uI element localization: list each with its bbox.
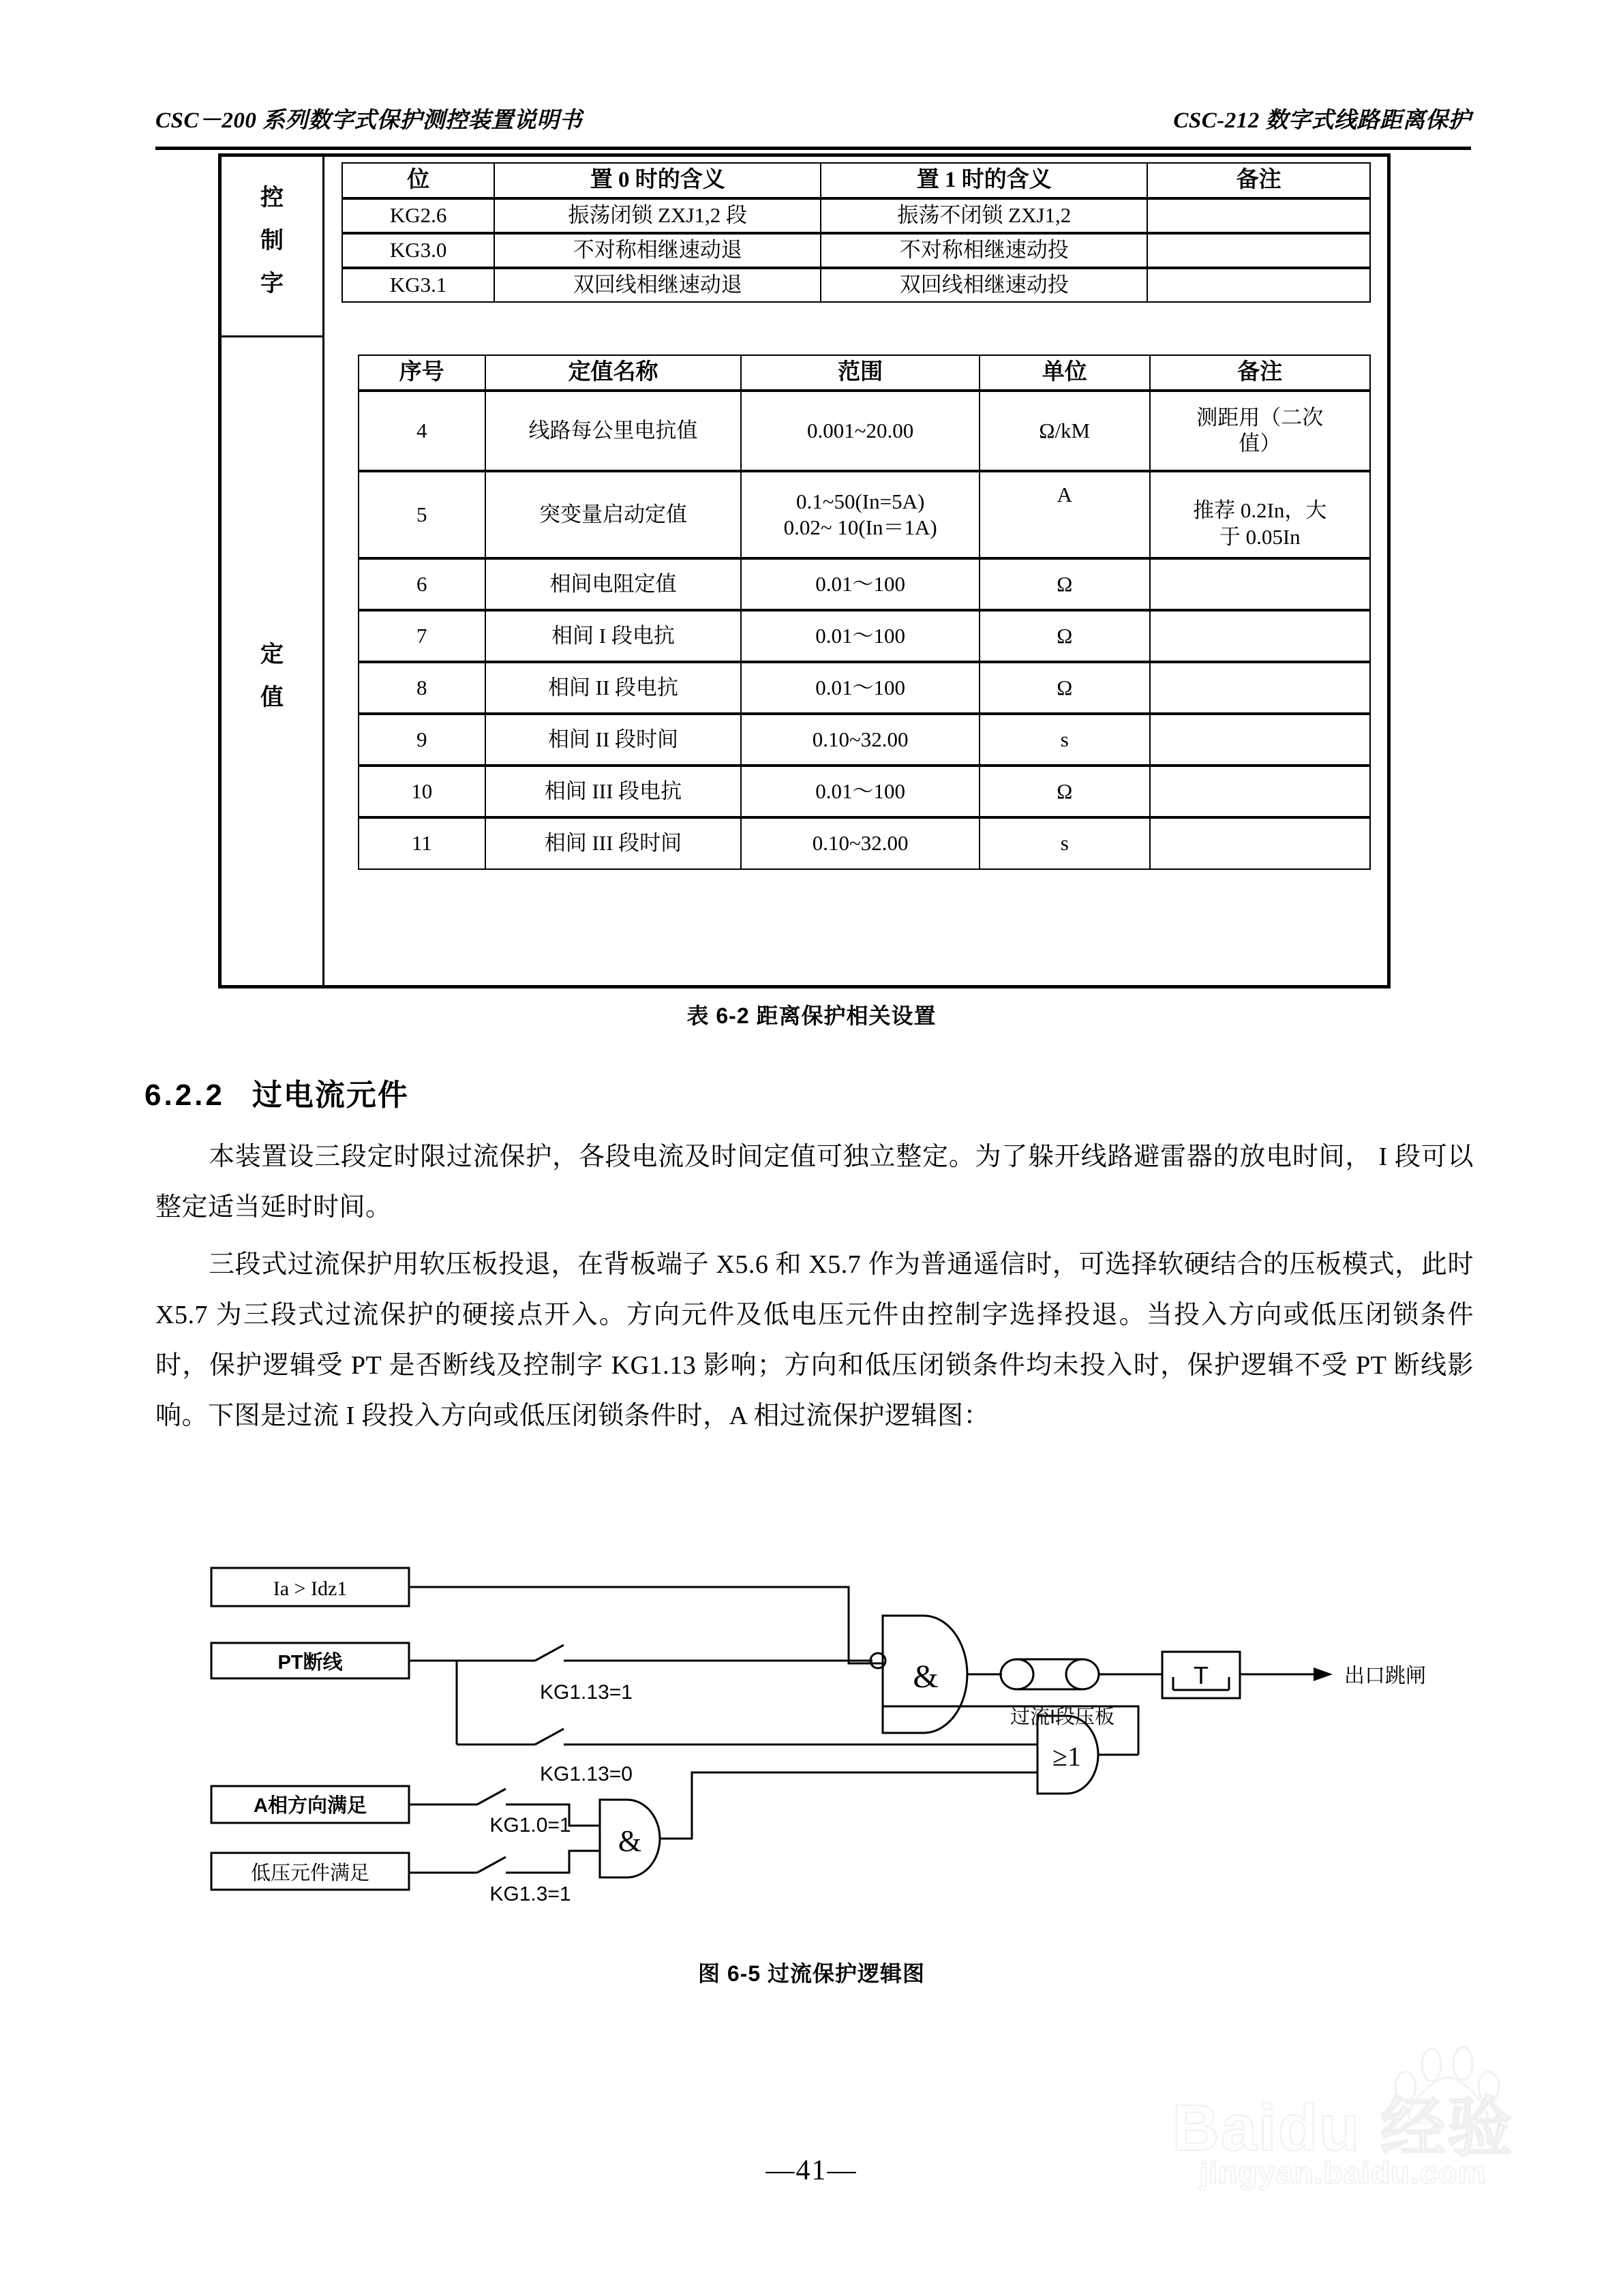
wire-uv-to-and2: [506, 1851, 600, 1873]
wire-ia-to-and: [409, 1587, 883, 1663]
table-row: [359, 662, 1370, 714]
cell-remark: [1150, 471, 1370, 558]
block-ia-label: Ia > Idz1: [273, 1577, 348, 1600]
cell-meaning1: 双回线相继速动投: [821, 268, 1147, 302]
cell-name: 相间 III 段电抗: [485, 766, 742, 817]
output-arrowhead-icon: [1314, 1667, 1333, 1681]
cell-meaning0: 不对称相继速动退: [494, 233, 821, 268]
overcurrent-logic-diagram: [204, 1541, 1431, 1957]
cell-range: 0.01～100: [741, 558, 980, 610]
cell-name: 线路每公里电抗值: [485, 391, 742, 471]
switch-label-kg113-0: KG1.13=0: [540, 1763, 633, 1785]
cell-remark: [1150, 558, 1370, 610]
cell-range: 0.001~20.00: [741, 391, 980, 471]
cell-unit: s: [980, 714, 1150, 766]
table-row: [359, 766, 1370, 817]
remark-line: 测距用（二次: [1196, 405, 1324, 429]
side-label-char: 制: [260, 228, 285, 254]
cell-no: 6: [359, 558, 485, 610]
cell-remark: [1150, 391, 1370, 471]
col-header-bit: 位: [342, 163, 494, 198]
remark-line: 值）: [1239, 432, 1281, 456]
cell-meaning1: 振荡不闭锁 ZXJ1,2: [821, 198, 1147, 233]
paragraph-1: 本装置设三段定时限过流保护，各段电流及时间定值可独立整定。为了躲开线路避雷器的放电时间， I 段可以整定适当延时时间。: [155, 1143, 1474, 1222]
wire-and2-to-or: [660, 1772, 1037, 1839]
cell-no: 10: [359, 766, 485, 817]
cell-range: 0.01～100: [741, 662, 980, 714]
watermark-line-2: jingyan.baidu.com: [1199, 2155, 1487, 2190]
running-header: [155, 102, 1471, 142]
cell-range: 0.10~32.00: [741, 714, 980, 766]
link-label: 过流I段压板: [1010, 1706, 1115, 1728]
frame-horizontal-rule: [222, 335, 322, 337]
cell-range: 0.01～100: [741, 766, 980, 817]
table-header-row: [342, 163, 1370, 198]
range-line: 0.02~ 10(In＝1A): [783, 515, 937, 540]
cell-unit: Ω: [980, 766, 1150, 817]
cell-name: 相间电阻定值: [485, 558, 742, 610]
table-row: [342, 198, 1370, 233]
cell-range: 0.10~32.00: [741, 817, 980, 869]
switch-kg113-0-blade: [535, 1729, 564, 1744]
control-word-table: [342, 162, 1371, 303]
switch-kg13-blade: [477, 1857, 506, 1873]
side-label-char: 控: [260, 185, 285, 211]
cell-no: 7: [359, 610, 485, 662]
cell-meaning0: 振荡闭锁 ZXJ1,2 段: [494, 198, 821, 233]
switch-label-kg10: KG1.0=1: [489, 1814, 571, 1837]
table-row: [359, 558, 1370, 610]
col-header-name: 定值名称: [485, 355, 742, 391]
cell-unit: s: [980, 817, 1150, 869]
block-direction-label: A相方向满足: [254, 1795, 367, 1817]
side-label-char: 字: [260, 271, 285, 297]
cell-no: 11: [359, 817, 485, 869]
cell-remark: [1150, 817, 1370, 869]
switch-kg113-1-blade: [535, 1645, 564, 1661]
cell-unit: Ω: [980, 662, 1150, 714]
cell-name: 相间 I 段电抗: [485, 610, 742, 662]
cell-remark: [1147, 233, 1370, 268]
header-left-title: CSC－200 系列数字式保护测控装置说明书: [155, 108, 583, 133]
timer-label: T: [1194, 1661, 1209, 1689]
col-header-remark: 备注: [1150, 355, 1370, 391]
table-header-row: [359, 355, 1370, 391]
setting-table: [358, 354, 1371, 870]
control-word-side-label: [228, 177, 317, 306]
baidu-paw-icon: [1385, 2042, 1521, 2124]
side-label-char: 值: [260, 684, 285, 710]
col-header-meaning0: 置 0 时的含义: [494, 163, 821, 198]
frame-vertical-rule: [322, 157, 324, 985]
header-rule: [155, 147, 1471, 150]
section-number: 6.2.2: [145, 1078, 225, 1112]
cell-unit: Ω/kM: [980, 391, 1150, 471]
block-undervoltage-label: 低压元件满足: [250, 1862, 370, 1884]
section-heading: [145, 1070, 409, 1114]
table-row: [359, 714, 1370, 766]
cell-remark: [1147, 198, 1370, 233]
switch-label-kg113-1: KG1.13=1: [540, 1681, 633, 1704]
table-row: [342, 268, 1370, 302]
col-header-no: 序号: [359, 355, 485, 391]
side-label-char: 定: [260, 642, 285, 667]
table-row: [359, 391, 1370, 471]
cell-unit: Ω: [980, 558, 1150, 610]
range-line: 0.1~50(In=5A): [795, 489, 925, 513]
link-left-circle-icon: [1001, 1659, 1033, 1689]
switch-label-kg13: KG1.3=1: [489, 1883, 571, 1905]
cell-remark: [1150, 766, 1370, 817]
cell-no: 4: [359, 391, 485, 471]
watermark-line-1: Baidu 经验: [1172, 2091, 1514, 2164]
table-caption: 表 6-2 距离保护相关设置: [686, 1003, 937, 1028]
and-gate-lower-label: &: [618, 1824, 642, 1858]
remark-line: 于 0.05In: [1219, 524, 1301, 549]
page-number: —41—: [765, 2155, 858, 2186]
cell-name: 相间 III 段时间: [485, 817, 742, 869]
cell-no: 5: [359, 471, 485, 558]
remark-line: 推荐 0.2In，大: [1193, 498, 1327, 522]
cell-unit: A: [980, 471, 1150, 558]
body-text: [155, 1132, 1474, 1444]
setting-side-label: [228, 634, 317, 720]
col-header-range: 范围: [741, 355, 980, 391]
tables-frame: [218, 153, 1391, 988]
cell-remark: [1150, 610, 1370, 662]
cell-remark: [1150, 662, 1370, 714]
and-gate-main-label: &: [913, 1659, 939, 1695]
section-title: 过电流元件: [252, 1078, 409, 1112]
table-row: [342, 233, 1370, 268]
table-row: [359, 817, 1370, 869]
col-header-remark: 备注: [1147, 163, 1370, 198]
paragraph-2: 三段式过流保护用软压板投退，在背板端子 X5.6 和 X5.7 作为普通遥信时，可选择软硬结合的压板模式，此时 X5.7 为三段式过流保护的硬接点开入。方向元件及低电压元件由控制字选择投退。当投入方向或低压闭锁条件时，保护逻辑受 PT 是否断线及控制字 KG1.13 影响；方向和低压闭锁条件均未投入时，保护逻辑不受 PT 断线影响。下图是过流 I 段投入方向或低压闭锁条件时，A 相过流保护逻辑图：: [155, 1250, 1474, 1430]
output-label: 出口跳闸: [1344, 1665, 1426, 1687]
link-right-circle-icon: [1066, 1659, 1099, 1689]
col-header-unit: 单位: [980, 355, 1150, 391]
cell-range: 0.01～100: [741, 610, 980, 662]
cell-name: 相间 II 段时间: [485, 714, 742, 766]
link-bar-icon: [1017, 1659, 1082, 1689]
cell-remark: [1147, 268, 1370, 302]
or-gate-label: ≥1: [1052, 1741, 1081, 1772]
figure-caption: 图 6-5 过流保护逻辑图: [697, 1961, 926, 1986]
table-row: [359, 471, 1370, 558]
table-row: [359, 610, 1370, 662]
cell-bit: KG2.6: [342, 198, 494, 233]
cell-meaning0: 双回线相继速动退: [494, 268, 821, 302]
cell-no: 8: [359, 662, 485, 714]
cell-remark: [1150, 714, 1370, 766]
switch-kg10-blade: [477, 1789, 506, 1804]
cell-bit: KG3.1: [342, 268, 494, 302]
cell-name: 相间 II 段电抗: [485, 662, 742, 714]
block-pt-label: PT断线: [277, 1652, 343, 1674]
cell-meaning1: 不对称相继速动投: [821, 233, 1147, 268]
cell-range: [741, 471, 980, 558]
cell-unit: Ω: [980, 610, 1150, 662]
cell-no: 9: [359, 714, 485, 766]
cell-name: 突变量启动定值: [485, 471, 742, 558]
cell-bit: KG3.0: [342, 233, 494, 268]
header-right-title: CSC-212 数字式线路距离保护: [1173, 108, 1471, 133]
col-header-meaning1: 置 1 时的含义: [821, 163, 1147, 198]
